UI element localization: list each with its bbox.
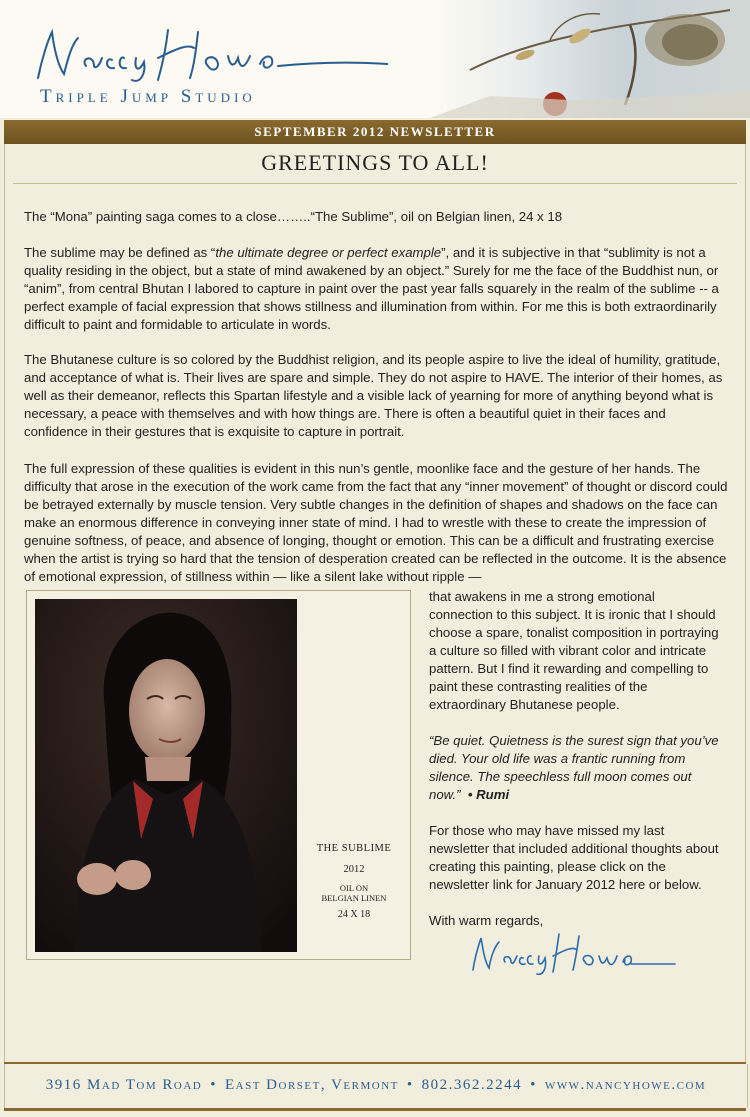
newsletter-link-paragraph[interactable]: For those who may have missed my last newsletter that included additional thoughts about creating this painting, please click on the newsletter link for January 2012 here or below. — [429, 823, 719, 892]
footer — [4, 1064, 748, 1108]
banner-title: SEPTEMBER 2012 NEWSLETTER — [254, 124, 496, 139]
emphasis-text: the ultimate degree or perfect example — [215, 245, 442, 260]
signature-image — [467, 926, 677, 982]
footer-border — [4, 1108, 746, 1111]
painting-title: THE SUBLIME — [316, 843, 392, 854]
bullet-icon: • — [406, 1077, 414, 1093]
connection-paragraph: that awakens in me a strong emotional connection to this subject. It is ironic that I should choose a spare, tonalist composition in portraying a culture so filled with vibrant color and intricate pattern. But I find it rewarding and compelling to paint these contrasting realities of the extraordinary Bhutanese people. — [429, 589, 719, 712]
bullet-icon: • — [210, 1077, 217, 1093]
sublime-paragraph — [24, 244, 729, 334]
medium-line-2: BELGIAN LINEN — [321, 893, 387, 903]
intro-paragraph: The “Mona” painting saga comes to a close……..“The Sublime”, oil on Belgian linen, 24 x 18 — [24, 209, 563, 224]
rumi-quote — [429, 732, 719, 804]
main-content — [4, 144, 746, 1062]
greeting-heading: GREETINGS TO ALL! — [261, 150, 489, 175]
expression-paragraph: The full expression of these qualities is evident in this nun’s gentle, moonlike face and the gesture of her hands. The difficulty that arose in the execution of the work came from the fact that any “inner movement” of thought or discord could be betrayed externally by muscle tension. Very subtle changes in the definition of shapes and shadows on the face can make an enormous difference in conveying inner state of mind. I had to wrestle with these to create the impression of genuine softness, of peace, and absence of longing, thought or emotion. This can be a difficult and frustrating exercise when the artist is trying so hard that the tension of desperation created can be reflected in the outcome. It is the absence of emotional expression, of stillness within — like a silent lake without ripple — — [24, 461, 728, 584]
footer-website-link[interactable]: www.nancyhowe.com — [544, 1077, 707, 1093]
text-span: ”, and it is subjective in that “sublimity is not a quality residing in the object, but a state of mind awakened by an object.” Surely for me the face of the Buddhist nun, or “anim”, from central Bhutan I labored to capture in paint over the past year falls squarely in the realm of the sublime -- a perfect example of facial expression that shows stillness and illumination from within. For me this is both extraordinarily difficult to paint and formidable to articulate in words. — [24, 245, 719, 332]
header — [0, 0, 750, 118]
footer-town: East Dorset, Vermont — [224, 1077, 399, 1093]
text-span: The sublime may be defined as “ — [24, 245, 216, 260]
painting-caption — [303, 843, 405, 920]
footer-phone: 802.362.2244 — [421, 1077, 523, 1093]
medium-line-1: OIL ON — [339, 883, 369, 893]
painting-frame — [26, 590, 411, 960]
branch-illustration — [430, 0, 750, 118]
studio-name: Triple Jump Studio — [40, 86, 256, 107]
painting-image — [35, 599, 297, 952]
footer-contact — [5, 1064, 747, 1106]
divider — [13, 183, 737, 184]
culture-paragraph: The Bhutanese culture is so colored by the Buddhist religion, and its people aspire to live the ideal of humility, gratitude, and acceptance of what is. Their lives are spare and simple. They do not aspire to HAVE. The interior of their homes, as well as their demeanor, reflects this Spartan lifestyle and a visible lack of yearning for more of anything beyond what is necessary, a peace with themselves and with how things are. There is often a beautiful quiet in their faces and confidence in their gestures that is exquisite to capture in portrait. — [24, 352, 723, 439]
painting-year: 2012 — [343, 864, 365, 875]
signature-logo — [28, 18, 388, 90]
header-artwork — [430, 0, 750, 118]
bullet-icon: • — [530, 1077, 537, 1093]
closing-text: With warm regards, — [429, 913, 544, 928]
painting-size: 24 X 18 — [337, 909, 371, 920]
quote-text: “Be quiet. Quietness is the surest sign that you’ve died. Your old life was a frantic running from silence. The speechless full moon comes out now.” — [429, 733, 719, 802]
painting-medium — [303, 883, 405, 903]
newsletter-banner — [4, 120, 746, 144]
portrait-illustration — [35, 599, 297, 952]
footer-address: 3916 Mad Tom Road — [45, 1077, 203, 1093]
quote-author: • Rumi — [467, 787, 510, 802]
